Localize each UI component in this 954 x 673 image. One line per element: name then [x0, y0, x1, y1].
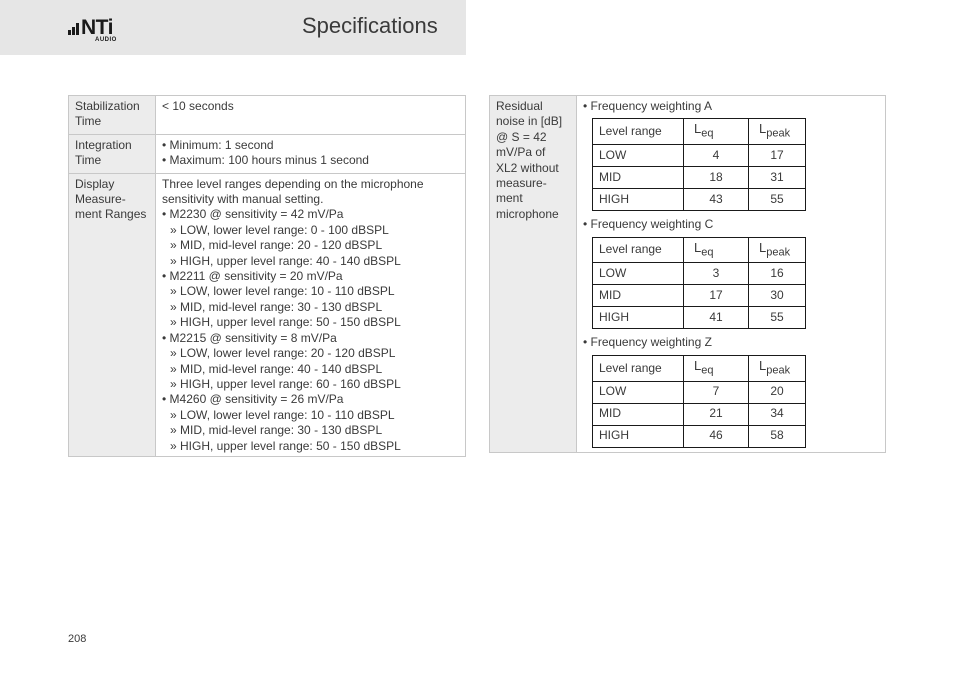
specs-table-left: [68, 95, 466, 457]
header-leq: [684, 355, 749, 381]
header-symbol: L: [694, 357, 702, 373]
header-subscript: eq: [701, 127, 714, 140]
level-table: [592, 237, 806, 330]
leq-value: 3: [684, 263, 749, 285]
lpeak-value: 55: [749, 189, 806, 211]
range-item: » LOW, lower level range: 20 - 120 dBSPL: [162, 346, 459, 361]
header-symbol: L: [759, 357, 767, 373]
level-row: [593, 425, 806, 447]
table-row: [69, 134, 466, 173]
leq-value: 7: [684, 381, 749, 403]
level-name: HIGH: [593, 307, 684, 329]
page-title: Specifications: [302, 13, 438, 38]
logo-subtext: AUDIO: [95, 37, 117, 43]
level-row: [593, 381, 806, 403]
level-row: [593, 307, 806, 329]
range-item: » HIGH, upper level range: 50 - 150 dBSPL: [162, 439, 459, 454]
page-header: [0, 0, 466, 55]
specs-table-right: [489, 95, 886, 453]
weighting-section: [583, 99, 879, 211]
lpeak-value: 34: [749, 403, 806, 425]
weighting-title: • Frequency weighting Z: [583, 335, 879, 350]
level-row: [593, 403, 806, 425]
row-value: [156, 173, 466, 456]
header-symbol: L: [694, 239, 702, 255]
header-leq: [684, 237, 749, 263]
level-row: [593, 189, 806, 211]
header-level-range: Level range: [593, 355, 684, 381]
header-leq: [684, 119, 749, 145]
header-symbol: L: [759, 121, 767, 137]
row-label: Integration Time: [69, 134, 156, 173]
row-label: Display Measure-ment Ranges: [69, 173, 156, 456]
level-name: LOW: [593, 145, 684, 167]
level-header-row: [593, 119, 806, 145]
level-row: [593, 285, 806, 307]
leq-value: 46: [684, 425, 749, 447]
header-level-range: Level range: [593, 237, 684, 263]
header-subscript: peak: [766, 127, 791, 140]
row-value: [577, 96, 886, 453]
level-name: LOW: [593, 381, 684, 403]
level-header-row: [593, 355, 806, 381]
range-item: » LOW, lower level range: 0 - 100 dBSPL: [162, 223, 459, 238]
leq-value: 43: [684, 189, 749, 211]
range-item: » LOW, lower level range: 10 - 110 dBSPL: [162, 408, 459, 423]
level-name: MID: [593, 403, 684, 425]
list-item: • Minimum: 1 second: [162, 138, 459, 153]
level-header-row: [593, 237, 806, 263]
row-value: [156, 134, 466, 173]
header-subscript: eq: [701, 364, 714, 377]
header-lpeak: [749, 119, 806, 145]
range-item: » HIGH, upper level range: 50 - 150 dBSPL: [162, 315, 459, 330]
nti-audio-logo: [68, 17, 128, 43]
leq-value: 21: [684, 403, 749, 425]
level-name: HIGH: [593, 189, 684, 211]
row-label: Residual noise in [dB] @ S = 42 mV/Pa of XL2 without measure-ment microphone: [490, 96, 577, 453]
page-number: 208: [68, 633, 87, 645]
mic-item: • M2215 @ sensitivity = 8 mV/Pa: [162, 331, 459, 346]
header-lpeak: [749, 237, 806, 263]
range-item: » HIGH, upper level range: 40 - 140 dBSPL: [162, 254, 459, 269]
leq-value: 41: [684, 307, 749, 329]
header-subscript: peak: [766, 364, 791, 377]
mic-item: • M4260 @ sensitivity = 26 mV/Pa: [162, 392, 459, 407]
header-symbol: L: [694, 121, 702, 137]
header-subscript: eq: [701, 246, 714, 258]
range-item: » LOW, lower level range: 10 - 110 dBSPL: [162, 284, 459, 299]
range-item: » MID, mid-level range: 30 - 130 dBSPL: [162, 423, 459, 438]
lpeak-value: 30: [749, 285, 806, 307]
leq-value: 4: [684, 145, 749, 167]
header-level-range: Level range: [593, 119, 684, 145]
level-name: MID: [593, 285, 684, 307]
leq-value: 18: [684, 167, 749, 189]
logo-text: NTi: [81, 16, 113, 39]
range-item: » MID, mid-level range: 20 - 120 dBSPL: [162, 238, 459, 253]
level-row: [593, 263, 806, 285]
range-item: » MID, mid-level range: 30 - 130 dBSPL: [162, 300, 459, 315]
lpeak-value: 20: [749, 381, 806, 403]
level-row: [593, 145, 806, 167]
range-item: » HIGH, upper level range: 60 - 160 dBSPL: [162, 377, 459, 392]
list-item: • Maximum: 100 hours minus 1 second: [162, 153, 459, 168]
level-row: [593, 167, 806, 189]
table-row: [69, 96, 466, 135]
header-lpeak: [749, 355, 806, 381]
row-value: < 10 seconds: [156, 96, 466, 135]
range-item: » MID, mid-level range: 40 - 140 dBSPL: [162, 362, 459, 377]
lpeak-value: 17: [749, 145, 806, 167]
weighting-section: [583, 217, 879, 329]
lpeak-value: 55: [749, 307, 806, 329]
table-row: [69, 173, 466, 456]
level-table: [592, 355, 806, 448]
row-label: Stabilization Time: [69, 96, 156, 135]
mic-item: • M2211 @ sensitivity = 20 mV/Pa: [162, 269, 459, 284]
lpeak-value: 31: [749, 167, 806, 189]
weighting-title: • Frequency weighting A: [583, 99, 879, 114]
mic-item: • M2230 @ sensitivity = 42 mV/Pa: [162, 207, 459, 222]
weighting-title: • Frequency weighting C: [583, 217, 879, 232]
level-name: HIGH: [593, 425, 684, 447]
level-name: MID: [593, 167, 684, 189]
ranges-intro: Three level ranges depending on the microphone sensitivity with manual setting.: [162, 176, 424, 207]
header-subscript: peak: [766, 246, 791, 258]
header-symbol: L: [759, 239, 767, 255]
level-name: LOW: [593, 263, 684, 285]
weighting-section: [583, 335, 879, 447]
lpeak-value: 58: [749, 425, 806, 447]
leq-value: 17: [684, 285, 749, 307]
lpeak-value: 16: [749, 263, 806, 285]
level-table: [592, 118, 806, 211]
table-row: [490, 96, 886, 453]
